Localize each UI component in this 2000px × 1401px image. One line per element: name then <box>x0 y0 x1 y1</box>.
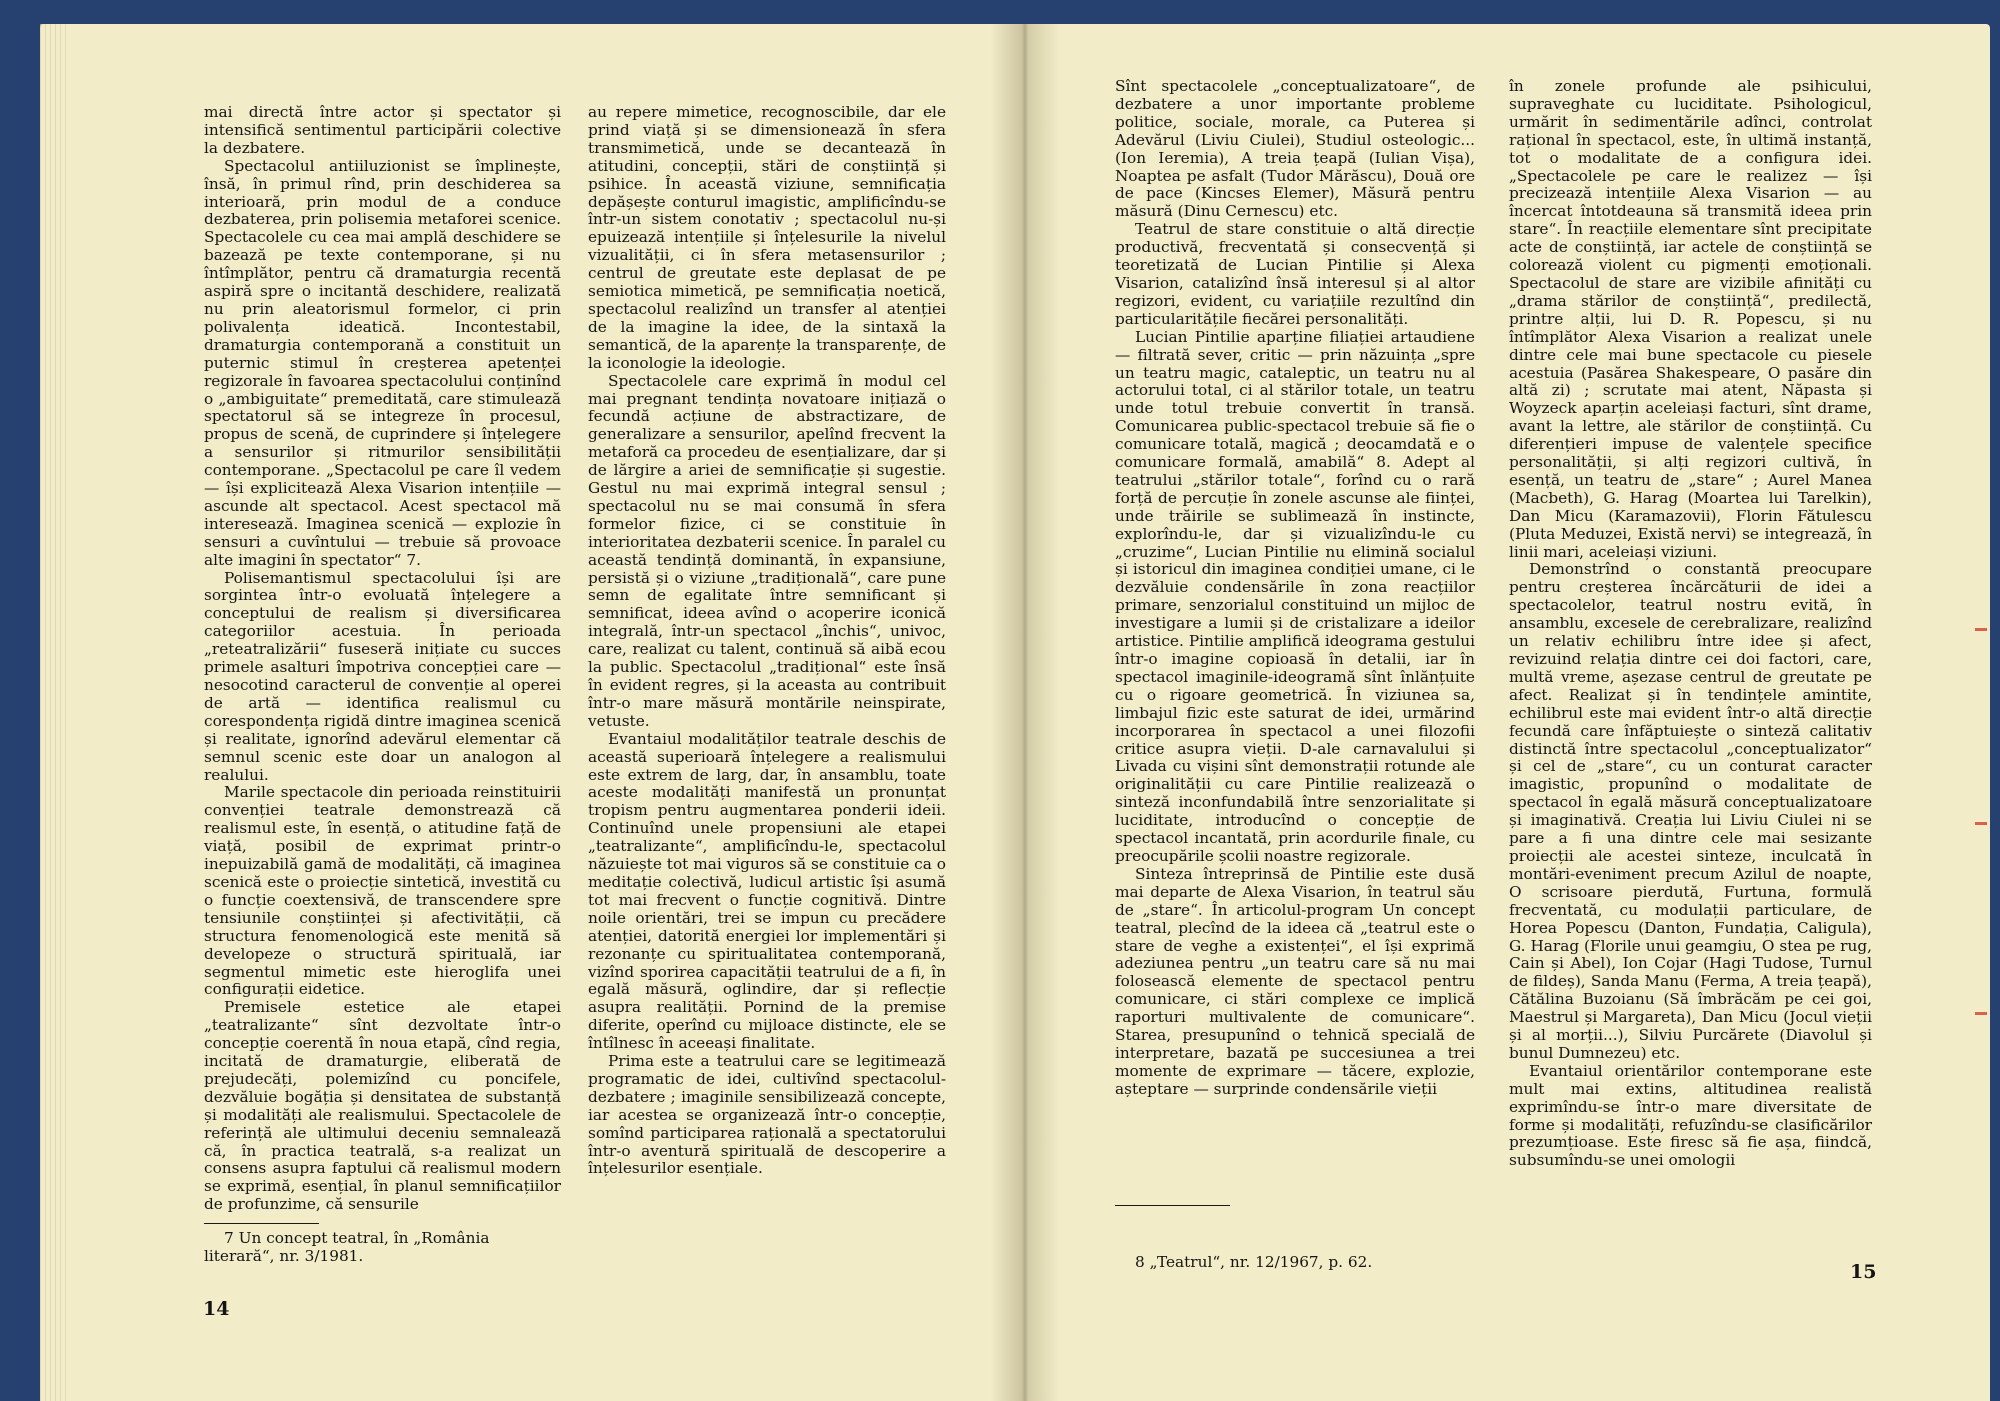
page-number: 14 <box>203 1298 230 1320</box>
bookmark-tab <box>1975 822 1987 825</box>
paragraph: Teatrul de stare constituie o altă direcție productivă, frecventată și consecvență și teoretizată de Lucian Pintilie și Alexa Visarion, catalizînd însă interesul și al altor regizori, evident, cu variațiile rezultînd din particularitățile fiecărei personalități. <box>1115 220 1475 328</box>
paragraph: Spectacolul antiiluzionist se împlinește, însă, în primul rînd, prin deschiderea sa interioară, prin modul de a conduce dezbaterea, prin polisemia metaforei scenice. Spectacolele cu cea mai amplă deschidere se bazează pe texte contemporane, și nu întîmplător, pentru că dramaturgia recentă aspiră spre o incitantă deschidere, realizată nu prin aleatorismul formelor, ci prin polivalența ideatică. Incontestabil, dramaturgia contemporană a constituit un puternic stimul în creșterea apetenței regizorale în favoarea spectacolului conținînd o „ambiguitate“ premeditată, care stimulează spectatorul să se integreze în procesul, propus de scenă, de cuprindere și înțelegere a sensurilor și ritmurilor sensibilității contemporane. „Spectacolul pe care îl vedem — își explicitează Alexa Visarion intențiile — ascunde alt spectacol. Acest spectacol mă interesează. Imaginea scenică — explozie în sensuri a cuvîntului — trebuie să provoace alte imagini în spectator“ 7. <box>204 156 561 569</box>
paragraph: în zonele profunde ale psihicului, supraveghate cu luciditate. Psihologicul, urmărit în sedimentările adînci, controlat rațional în spectacol, este, în ultimă instanță, tot o modalitate de a configura idei. „Spectacolele pe care le realizez — își precizează intențiile Alexa Visarion — au încercat întotdeauna să transmită ideea prin stare“. În reacțiile elementare sînt precipitate acte de conștiință, iar actele de conștiință se colorează violent cu pigmenți emoționali. Spectacolul de stare are vizibile afinități cu „drama stărilor de conștiință“, predilectă, printre alții, lui D. R. Popescu, și nu întîmplător Alexa Visarion a realizat unele dintre cele mai bune spectacole cu piesele acestuia (Pasărea Shakespeare, O pasăre din altă zi) ; scrutate mai atent, Năpasta și Woyzeck aparțin aceleiași facturi, sînt drame, avant la lettre, ale stărilor de conștiință. Cu diferențieri impuse de valențele specifice personalității, și alți regizori cultivă, în esență, un teatru de „stare“ ; Aurel Manea (Macbeth), G. Harag (Moartea lui Tarelkin), Dan Micu (Karamazovii), Florin Fătulescu (Pluta Meduzei, Există nervi) se integrează, în linii mari, aceleiași viziuni. <box>1509 77 1872 561</box>
paragraph: Prima este a teatrului care se legitimează programatic de idei, cultivînd spectacolul-dezbatere ; imaginile sensibilizează concepte, iar acestea se organizează într-o concepție, somînd participarea rațională a spectatorului într-o aventură spirituală de descoperire a înțelesurilor esențiale. <box>588 1052 946 1178</box>
footnote-8: 8 „Teatrul“, nr. 12/1967, p. 62. <box>1135 1253 1373 1271</box>
paragraph: Polisemantismul spectacolului își are sorgintea într-o evoluată înțelegere a conceptului de realism și diversificarea categoriilor acestuia. În perioada „reteatralizării“ fuseseră inițiate cu succes primele asalturi împotriva concepției care — nesocotind caracterul de convenție al operei de artă — identifica realismul cu corespondența rigidă dintre imaginea scenică și realitate, ignorînd adevărul elementar că semnul scenic este doar un analogon al realului. <box>204 568 561 784</box>
paragraph: au repere mimetice, recognoscibile, dar ele prind viață și se dimensionează în sfera transmimetică, unde se decantează în atitudini, concepții, stări de conștiință și psihice. În această viziune, semnificația depășește conturul imagistic, amplificîndu-se într-un sistem conotativ ; spectacolul nu-și epuizează intențiile și înțelesurile la nivelul vizualității, ci în sfera metasensurilor ; centrul de greutate este deplasat de pe semiotica mimetică, pe semnificația noetică, spectacolul realizînd un transfer al atenției de la imagine la idee, de la sintaxă la semantică, de la aparențe la transparențe, de la iconologie la ideologie. <box>588 103 946 372</box>
paragraph: Premisele estetice ale etapei „teatralizante“ sînt dezvoltate într-o concepție coerentă în noua etapă, cînd regia, incitată de dramaturgie, eliberată de prejudecăți, polemizînd cu poncifele, dezvăluie bogăția și densitatea de substanță și modalități ale realismului. Spectacolele de referință ale ultimului deceniu semnalează că, în practica teatrală, s-a realizat un consens asupra faptului că realismul modern se exprimă, esențial, în planul semnificațiilor de profunzime, că sensurile <box>204 998 561 1214</box>
left-page-column-1 <box>204 104 561 1214</box>
bookmark-tab <box>1975 628 1987 631</box>
right-page-column-2 <box>1509 78 1872 1170</box>
paragraph: Marile spectacole din perioada reinstituirii convenției teatrale demonstrează că realismul este, în esență, o atitudine față de viață, posibil de exprimat printr-o inepuizabilă gamă de modalități, că imaginea scenică este o proiecție sintetică, investită cu o funcție coextensivă, de transcendere spre tensiunile conștiinței și afectivității, că structura fenomenologică este menită să developeze o structură spirituală, iar segmentul mimetic este hieroglifa unei configurații eidetice. <box>204 783 561 999</box>
paragraph: Evantaiul orientărilor contemporane este mult mai extins, altitudinea realistă exprimîndu-se într-o mare diversitate de forme și modalități, refuzîndu-se clasificărilor prezumțioase. Este firesc să fie așa, fiindcă, subsumîndu-se unei omologii <box>1509 1061 1872 1170</box>
paragraph: mai directă între actor și spectator și intensifică sentimentul participării colective la dezbatere. <box>204 103 561 157</box>
footnote-rule <box>204 1223 319 1224</box>
left-page-column-2 <box>588 104 946 1178</box>
page-number: 15 <box>1850 1261 1877 1283</box>
paragraph: Sinteza întreprinsă de Pintilie este dusă mai departe de Alexa Visarion, în teatrul său de „stare“. În articolul-program Un concept teatral, plecînd de la ideea că „teatrul este o stare de veghe a existenței“, el își exprimă adeziunea pentru „un teatru care să nu mai folosească elemente de spectacol pentru comunicare, ci stări complexe ce implică raporturi multivalente de comunicare“. Starea, presupunînd o tehnică specială de interpretare, bazată pe succesiunea a trei momente de exprimare — tăcere, explozie, așteptare — surprinde condensările vieții <box>1115 864 1475 1098</box>
page-edge-lines <box>40 24 70 1401</box>
footnote-7: 7 Un concept teatral, în „România literară“, nr. 3/1981. <box>204 1229 490 1265</box>
footnote-rule <box>1115 1205 1230 1206</box>
paragraph: Spectacolele care exprimă în modul cel mai pregnant tendința novatoare inițiază o fecundă acțiune de abstractizare, de generalizare a sensurilor, apelînd frecvent la metaforă ca procedeu de esențializare, dar și de lărgire a ariei de semnificație și sugestie. Gestul nu mai exprimă integral sensul ; spectacolul nu se mai consumă în sfera formelor fizice, ci se constituie în interioritatea dezbaterii scenice. În paralel cu această tendință dominantă, în expansiune, persistă și o viziune „tradițională“, care pune semn de egalitate între semnificant și semnificat, ideea avînd o acoperire iconică integrală, într-un spectacol „închis“, univoc, care, realizat cu talent, continuă să aibă ecou la public. Spectacolul „tradițional“ este însă în evident regres, și la aceasta au contribuit într-o mare măsură montările neinspirate, vetuste. <box>588 371 946 730</box>
paragraph: Evantaiul modalităților teatrale deschis de această superioară înțelegere a realismului este extrem de larg, dar, în ansamblu, toate aceste modalități manifestă un pronunțat tropism pentru augmentarea ponderii ideii. Continuînd unele propensiuni ale etapei „teatralizante“, amplificîndu-le, spectacolul năzuiește tot mai viguros să se constituie ca o meditație colectivă, ludicul artistic își asumă tot mai frecvent o funcție cognitivă. Dintre noile orientări, trei se impun cu precădere atenției, datorită energiei lor implementări și rezonanțe cu spiritualitatea contemporană, vizînd sporirea capacității teatrului de a fi, în egală măsură, oglindire, dar și reflecție asupra realității. Pornind de la premise diferite, operînd cu mijloace distincte, ele se întîlnesc în aceeași finalitate. <box>588 729 946 1053</box>
right-page-column-1 <box>1115 78 1475 1099</box>
paragraph: Demonstrînd o constantă preocupare pentru creșterea încărcăturii de idei a spectacolelor, teatrul nostru evită, în ansamblu, excesele de cerebralizare, realizînd un relativ echilibru între idee și afect, revizuind relația dintre cei doi factori, care, multă vreme, așezase centrul de greutate pe afect. Realizat și în tendințele amintite, echilibrul este mai evident într-o altă direcție fecundă care înfăptuiește o sinteză calitativ distinctă între spectacolul „conceptualizator“ și cel de „stare“, cu un conturat caracter imagistic, propunînd o modalitate de spectacol în egală măsură conceptualizatoare și imaginativă. Creația lui Liviu Ciulei ni se pare a fi una dintre cele mai sesizante proiecții ale acestei sinteze, inculcată în montări-eveniment precum Azilul de noapte, O scrisoare pierdută, Furtuna, formulă frecventată, cu modulații particulare, de Horea Popescu (Danton, Fundația, Caligula), G. Harag (Florile unui geamgiu, O stea pe rug, Cain și Abel), Ion Cojar (Hagi Tudose, Turnul de fildeș), Sanda Manu (Ferma, A treia țeapă), Cătălina Buzoianu (Să îmbrăcăm pe cei goi, Maestrul și Margareta), Dan Micu (Jocul vieții și al morții...), Silviu Purcărete (Diavolul și bunul Dumnezeu) etc. <box>1509 560 1872 1062</box>
paragraph: Sînt spectacolele „conceptualizatoare“, de dezbatere a unor importante probleme politice, sociale, morale, ca Puterea și Adevărul (Liviu Ciulei), Studiul osteologic... (Ion Ieremia), A treia țeapă (Iulian Vișa), Noaptea pe asfalt (Tudor Mărăscu), Două ore de pace (Kincses Elemer), Măsură pentru măsură (Dinu Cernescu) etc. <box>1115 77 1475 221</box>
bookmark-tab <box>1975 1012 1987 1015</box>
paragraph: Lucian Pintilie aparține filiației artaudiene — filtrată sever, critic — prin năzuința „spre un teatru magic, cataleptic, un teatru nu al actorului total, ci al stărilor totale, un teatru unde totul trebuie convertit în transă. Comunicarea public-spectacol trebuie să fie o comunicare totală, magică ; deocamdată e o comunicare formală, amabilă“ 8. Adept al teatrului „stărilor totale“, forînd cu o rară forță de percuție în zonele ascunse ale ființei, unde trăirile se sublimează în instincte, explorîndu-le, dar și vizualizîndu-le cu „cruzime“, Lucian Pintilie nu elimină socialul și istoricul din imaginea condiției umane, ci le dezvăluie condensările în zona reacțiilor primare, senzorialul constituind un mijloc de investigare a lumii și de cristalizare a ideilor artistice. Pintilie amplifică ideograma gestului într-o imagine copioasă în detalii, iar în spectacol imaginile-ideogramă sînt înlănțuite cu o rigoare geometrică. În viziunea sa, limbajul fizic este saturat de idei, urmărind incorporarea în spectacol a unei filozofii critice asupra vieții. D-ale carnavalului și Livada cu vișini sînt demonstrații rotunde ale originalității cu care Pintilie realizează o sinteză inconfundabilă între senzorialitate și luciditate, introducînd o concepție de spectacol incantată, prin acordurile finale, cu preocupările școlii noastre regizorale. <box>1115 327 1475 865</box>
